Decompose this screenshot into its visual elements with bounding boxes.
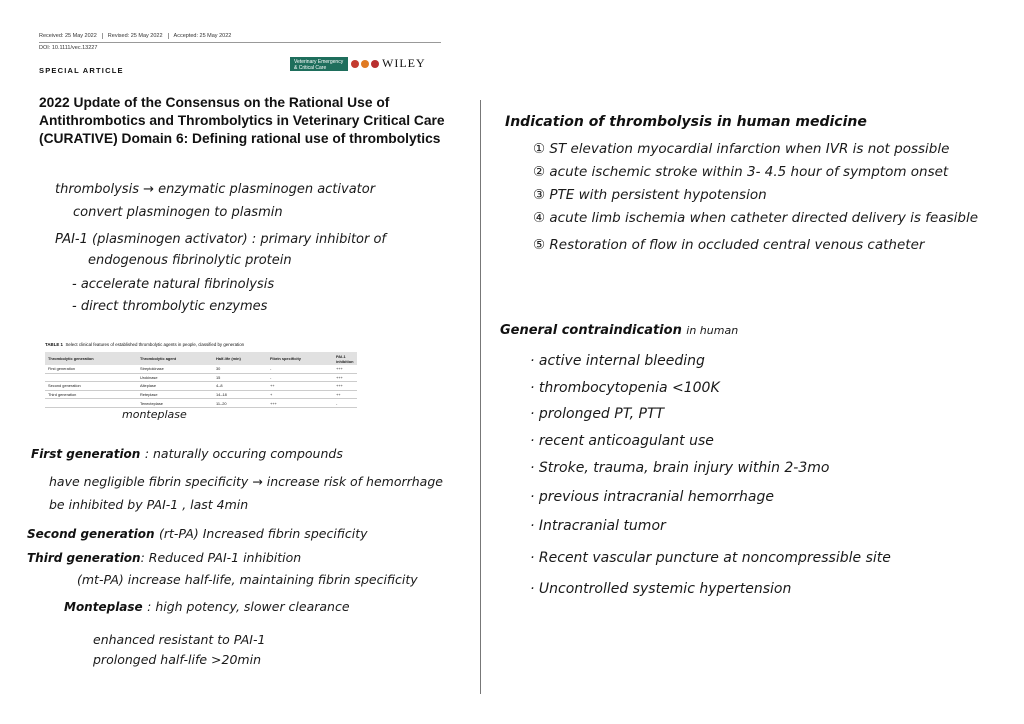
- table-cell: -: [267, 373, 333, 382]
- contraindication-item: · active internal bleeding: [530, 353, 705, 369]
- third-generation-line: [27, 549, 301, 567]
- table-header-row: [45, 352, 357, 365]
- second-generation-label: Second generation: [27, 527, 155, 541]
- contraindications-suffix: in human: [686, 324, 739, 337]
- contraindication-item: · Recent vascular puncture at noncompressible site: [530, 550, 891, 566]
- table-cell: Second generation: [45, 382, 137, 391]
- first-generation-detail: have negligible fibrin specificity → increase risk of hemorrhage: [49, 474, 443, 489]
- received-date: Received: 25 May 2022: [39, 33, 103, 39]
- table-row: [45, 373, 357, 382]
- table-cell: ++: [267, 382, 333, 391]
- table-cell: [45, 399, 137, 408]
- column-divider: [480, 100, 481, 694]
- table-cell: Streptokinase: [137, 365, 213, 373]
- first-generation-label: First generation: [31, 447, 141, 461]
- table-cell: +++: [333, 365, 357, 373]
- society-logos-icon: [351, 57, 379, 71]
- note-endogenous: endogenous fibrinolytic protein: [88, 253, 292, 268]
- paper-title: 2022 Update of the Consensus on the Rational Use of Antithrombotics and Thrombolytics in Veterinary Critical Care (CURATIVE) Domain 6: Defining rational use of thrombolytics: [39, 95, 445, 146]
- first-generation-pai: be inhibited by PAI-1 , last 4min: [49, 497, 249, 512]
- table-cell: +++: [267, 399, 333, 408]
- table-row: [45, 382, 357, 391]
- table-cell: -: [333, 399, 357, 408]
- table-cell: +++: [333, 382, 357, 391]
- note-accelerate: - accelerate natural fibrinolysis: [72, 277, 275, 292]
- note-thrombolysis: thrombolysis → enzymatic plasminogen activator: [55, 182, 376, 197]
- third-generation-text: : Reduced PAI-1 inhibition: [140, 550, 302, 565]
- second-generation-text: (rt-PA) Increased fibrin specificity: [158, 526, 368, 541]
- indication-item: ⑤ Restoration of flow in occluded central venous catheter: [533, 237, 925, 253]
- table-cell: Urokinase: [137, 373, 213, 382]
- second-generation-line: [27, 525, 368, 543]
- indication-item: ② acute ischemic stroke within 3- 4.5 hour of symptom onset: [533, 164, 949, 180]
- indication-item: ① ST elevation myocardial infarction when IVR is not possible: [533, 141, 950, 157]
- table-cell: Third generation: [45, 390, 137, 399]
- revised-date: Revised: 25 May 2022: [103, 33, 169, 39]
- doi: DOI: 10.1111/vec.13227: [39, 45, 98, 51]
- table-cell: Alteplase: [137, 382, 213, 391]
- contraindication-item: · Uncontrolled systemic hypertension: [530, 581, 792, 597]
- third-generation-detail: (mt-PA) increase half-life, maintaining fibrin specificity: [77, 572, 418, 587]
- table-header: Fibrin specificity: [267, 352, 333, 365]
- contraindication-item: · Intracranial tumor: [530, 518, 666, 534]
- table-note-monteplase: monteplase: [122, 408, 187, 421]
- table-cell: +++: [333, 373, 357, 382]
- table-cell: 11–20: [213, 399, 267, 408]
- monteplase-resistant: enhanced resistant to PAI-1: [93, 632, 266, 647]
- third-generation-label: Third generation: [27, 551, 141, 565]
- table-cell: Tenecteplase: [137, 399, 213, 408]
- contraindication-item: · thrombocytopenia <100K: [530, 380, 720, 396]
- note-plasminogen: convert plasminogen to plasmin: [73, 205, 283, 220]
- monteplase-half-life: prolonged half-life >20min: [93, 652, 262, 667]
- monteplase-text: : high potency, slower clearance: [147, 599, 350, 614]
- indications-heading: Indication of thrombolysis in human medicine: [505, 114, 867, 130]
- article-dates: [39, 33, 236, 39]
- publisher-logos: [290, 56, 426, 71]
- table-cell: First generation: [45, 365, 137, 373]
- indication-item: ③ PTE with persistent hypotension: [533, 187, 767, 203]
- table-caption: [45, 342, 244, 347]
- table-cell: 14–18: [213, 390, 267, 399]
- monteplase-label: Monteplase: [64, 600, 143, 614]
- contraindication-item: · recent anticoagulant use: [530, 433, 714, 449]
- table-header: Thrombolytic agent: [137, 352, 213, 365]
- thrombolytic-table: [45, 352, 357, 408]
- table-cell: 4–8: [213, 382, 267, 391]
- monteplase-line: [64, 598, 350, 616]
- table-cell: Reteplase: [137, 390, 213, 399]
- contraindication-item: · prolonged PT, PTT: [530, 406, 665, 422]
- table-cell: 15: [213, 373, 267, 382]
- table-cell: 30: [213, 365, 267, 373]
- table-header: Half-life (min): [213, 352, 267, 365]
- note-pai1: PAI-1 (plasminogen activator) : primary inhibitor of: [55, 232, 387, 247]
- table-cell: +: [267, 390, 333, 399]
- first-generation-line: [31, 445, 343, 463]
- table-caption-text: Select clinical features of established thrombolytic agents in people, classified by generation: [65, 342, 245, 347]
- note-direct-enzymes: - direct thrombolytic enzymes: [72, 299, 268, 314]
- contraindication-item: · Stroke, trauma, brain injury within 2-3mo: [530, 460, 830, 476]
- table-row: [45, 399, 357, 408]
- contraindication-item: · previous intracranial hemorrhage: [530, 489, 774, 505]
- table-header: PAI-1 inhibition: [333, 352, 357, 365]
- wiley-logo: WILEY: [382, 56, 426, 70]
- table-row: [45, 390, 357, 399]
- contraindications-heading: General contraindication: [500, 323, 682, 338]
- header-rule: [39, 42, 441, 43]
- table-header: Thrombolytic generation: [45, 352, 137, 365]
- contraindications-heading-line: [500, 321, 738, 339]
- journal-logo: Veterinary Emergency & Critical Care: [290, 57, 348, 71]
- table-row: [45, 365, 357, 373]
- indication-item: ④ acute limb ischemia when catheter directed delivery is feasible: [533, 210, 978, 226]
- first-generation-text: : naturally occuring compounds: [144, 446, 343, 461]
- section-label: SPECIAL ARTICLE: [39, 66, 124, 75]
- accepted-date: Accepted: 25 May 2022: [173, 33, 232, 39]
- table-caption-label: TABLE 1: [45, 342, 63, 347]
- table-cell: ++: [333, 390, 357, 399]
- table-cell: -: [267, 365, 333, 373]
- table-cell: [45, 373, 137, 382]
